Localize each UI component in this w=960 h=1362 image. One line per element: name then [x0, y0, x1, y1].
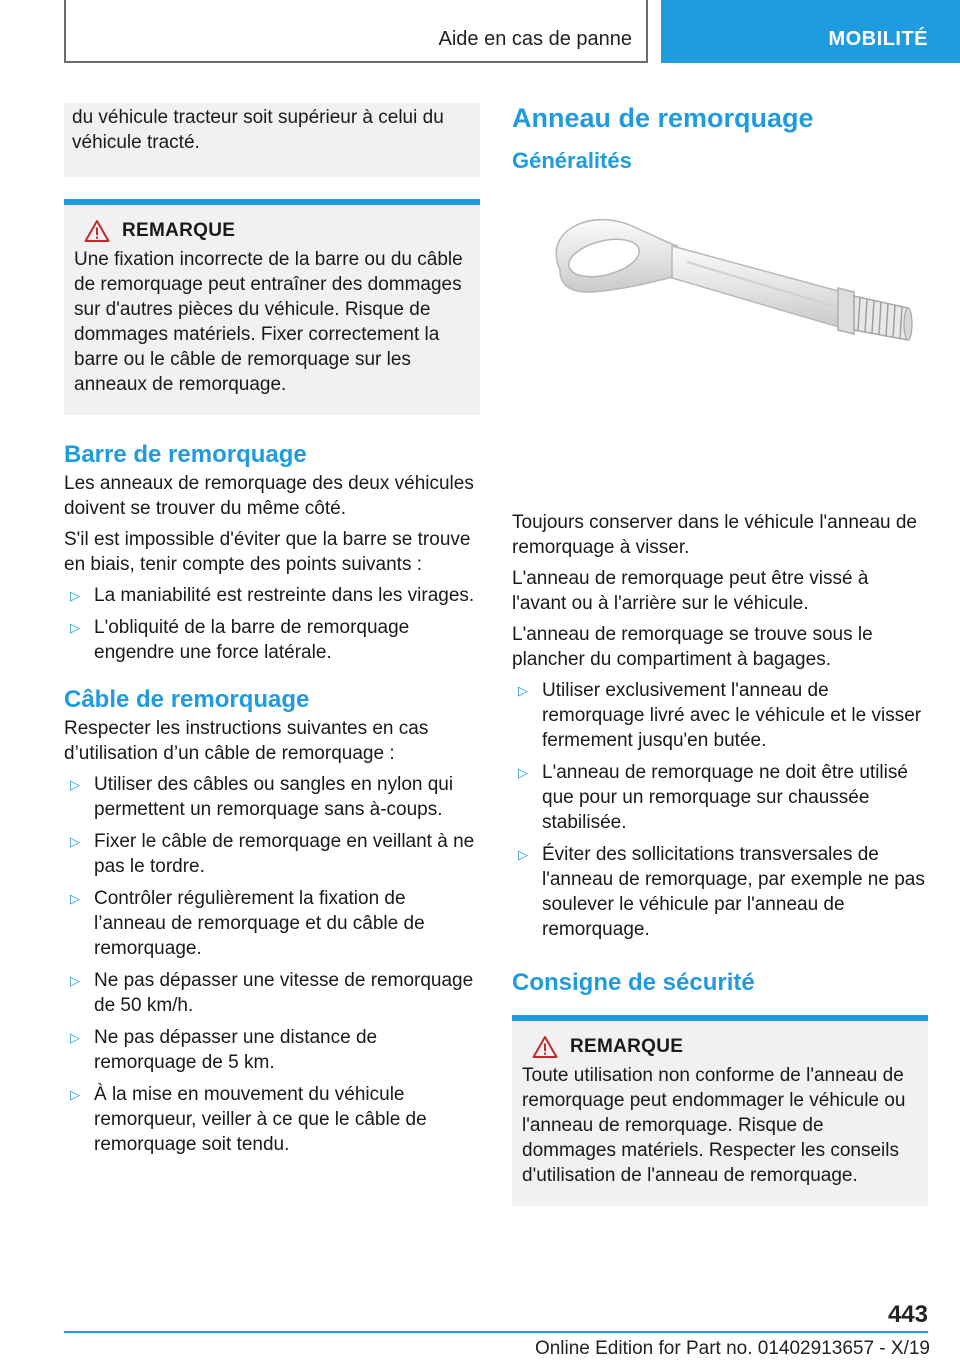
anneau-bullet-list [512, 678, 928, 942]
list-item: ▷ Éviter des sollicitations transversales de l'anneau de remorquage, par exemple ne pas soulever le véhicule par l'anneau de remorquage. [518, 844, 925, 940]
triangle-right-bullet-icon: ▷ [70, 777, 80, 792]
header-chapter-title: MOBILITÉ [828, 28, 928, 50]
list-item: ▷ Fixer le câble de remorquage en veillant à ne pas le tordre. [70, 831, 475, 877]
page-number: 443 [887, 1301, 928, 1328]
triangle-right-bullet-icon: ▷ [70, 1030, 80, 1045]
triangle-right-bullet-icon: ▷ [70, 973, 80, 988]
list-item: ▷ Ne pas dépasser une distance de remorquage de 5 km. [70, 1027, 378, 1073]
warning-triangle-icon [84, 219, 110, 243]
list-item: ▷ Contrôler régulièrement la fixation de l’anneau de remorquage et du câble de remorquage. [70, 888, 425, 959]
paragraph: Les anneaux de remorquage des deux véhicules doivent se trouver du même côté. [64, 473, 474, 519]
header-chapter-tab [661, 0, 960, 63]
warning-triangle-icon [532, 1035, 558, 1059]
list-item: ▷ Utiliser exclusivement l'anneau de remorquage livré avec le véhicule et le visser fermement jusqu'en butée. [518, 680, 922, 751]
triangle-right-bullet-icon: ▷ [70, 834, 80, 849]
header-section-title: Aide en cas de panne [438, 28, 632, 50]
right-column [512, 103, 928, 1206]
note-text: Toute utilisation non conforme de l'anneau de remorquage peut endommager le véhicule ou l'anneau de remorquage. Risque de dommages matériels. Respecter les conseils d'utilisation de l'anneau de remorquage. [522, 1065, 906, 1186]
heading-cable-de-remorquage: Câble de remorquage [64, 686, 310, 713]
towing-eye-illustration [512, 180, 928, 420]
towing-eye-image [512, 180, 928, 420]
list-item: ▷ La maniabilité est restreinte dans les virages. [70, 585, 475, 606]
paragraph: L'anneau de remorquage peut être vissé à l'avant ou à l'arrière sur le véhicule. [512, 568, 869, 614]
triangle-right-bullet-icon: ▷ [70, 588, 80, 603]
note-text: Une fixation incorrecte de la barre ou du câble de remorquage peut entraîner des dommages sur d'autres pièces du véhicule. Risque de dommages matériels. Fixer correctement la barre ou le câble de remorquage sur les anneaux de remorquage. [74, 249, 463, 395]
cable-bullet-list [64, 772, 480, 1157]
left-column [64, 103, 480, 1164]
header-left-box [64, 0, 648, 63]
continued-note-text: du véhicule tracteur soit supérieur à celui du véhicule tracté. [64, 103, 480, 177]
paragraph: L'anneau de remorquage se trouve sous le plancher du compartiment à bagages. [512, 624, 873, 670]
edition-info: Online Edition for Part no. 01402913657 - X/19 [534, 1338, 930, 1359]
barre-bullet-list [64, 583, 480, 665]
note-title: REMARQUE [122, 220, 236, 241]
heading-consigne-de-securite: Consigne de sécurité [512, 969, 755, 996]
heading-anneau-de-remorquage: Anneau de remorquage [512, 103, 814, 133]
triangle-right-bullet-icon: ▷ [518, 683, 528, 698]
remarque-note-2 [512, 1015, 928, 1206]
paragraph: S'il est impossible d'éviter que la barre se trouve en biais, tenir compte des points suivants : [64, 529, 471, 575]
list-item: ▷ L'obliquité de la barre de remorquage engendre une force latérale. [70, 617, 410, 663]
note-title: REMARQUE [570, 1036, 684, 1057]
triangle-right-bullet-icon: ▷ [70, 1087, 80, 1102]
remarque-note-1 [64, 199, 480, 415]
paragraph: Toujours conserver dans le véhicule l'anneau de remorquage à visser. [512, 512, 917, 558]
triangle-right-bullet-icon: ▷ [70, 620, 80, 635]
list-item: ▷ Utiliser des câbles ou sangles en nylon qui permettent un remorquage sans à-coups. [70, 774, 454, 820]
triangle-right-bullet-icon: ▷ [70, 891, 80, 906]
paragraph: Respecter les instructions suivantes en cas d’utilisation d’un câble de remorquage : [64, 718, 429, 764]
list-item: ▷ L'anneau de remorquage ne doit être utilisé que pour un remorquage sur chaussée stabilisée. [518, 762, 908, 833]
list-item: ▷ Ne pas dépasser une vitesse de remorquage de 50 km/h. [70, 970, 474, 1016]
heading-generalites: Généralités [512, 148, 632, 173]
heading-barre-de-remorquage: Barre de remorquage [64, 441, 307, 468]
triangle-right-bullet-icon: ▷ [518, 765, 528, 780]
list-item: ▷ À la mise en mouvement du véhicule remorqueur, veiller à ce que le câble de remorquage soit tendu. [70, 1084, 427, 1155]
triangle-right-bullet-icon: ▷ [518, 847, 528, 862]
footer-divider [64, 1331, 928, 1333]
